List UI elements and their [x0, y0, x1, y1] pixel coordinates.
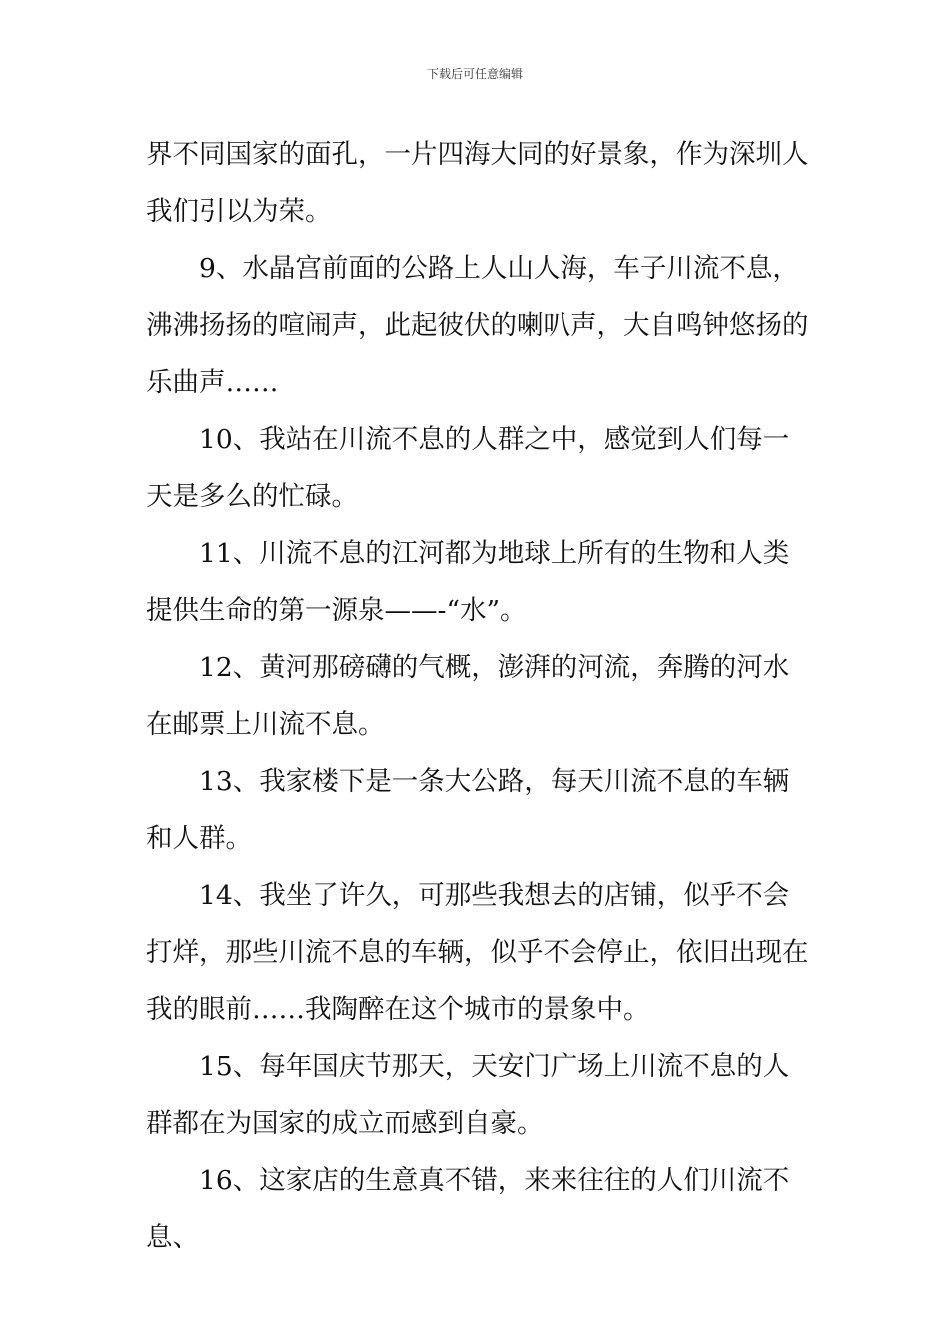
paragraph-item-13: 13、我家楼下是一条大公路，每天川流不息的车辆和人群。 — [146, 766, 790, 854]
paragraph-item-11: 11、川流不息的江河都为地球上所有的生物和人类提供生命的第一源泉——-“水”。 — [146, 538, 790, 626]
paragraph-item-9: 9、水晶宫前面的公路上人山人海，车子川流不息，沸沸扬扬的喧闹声，此起彼伏的喇叭声，大自鸣钟悠扬的乐曲声…… — [146, 253, 809, 398]
paragraph-item-14: 14、我坐了许久，可那些我想去的店铺，似乎不会打烊，那些川流不息的车辆，似乎不会停止，依旧出现在我的眼前……我陶醉在这个城市的景象中。 — [146, 880, 809, 1025]
page-header: 下载后可任意编辑 — [426, 67, 523, 81]
paragraph-item-10: 10、我站在川流不息的人群之中，感觉到人们每一天是多么的忙碌。 — [146, 424, 790, 512]
paragraph-item-12: 12、黄河那磅礴的气概，澎湃的河流，奔腾的河水在邮票上川流不息。 — [146, 652, 790, 740]
paragraph-continuation: 界不同国家的面孔，一片四海大同的好景象，作为深圳人我们引以为荣。 — [146, 139, 809, 227]
paragraph-item-15: 15、每年国庆节那天，天安门广场上川流不息的人群都在为国家的成立而感到自豪。 — [146, 1051, 790, 1139]
paragraph-item-16: 16、这家店的生意真不错，来来往往的人们川流不息、 — [146, 1165, 790, 1253]
document-body — [146, 126, 811, 1266]
